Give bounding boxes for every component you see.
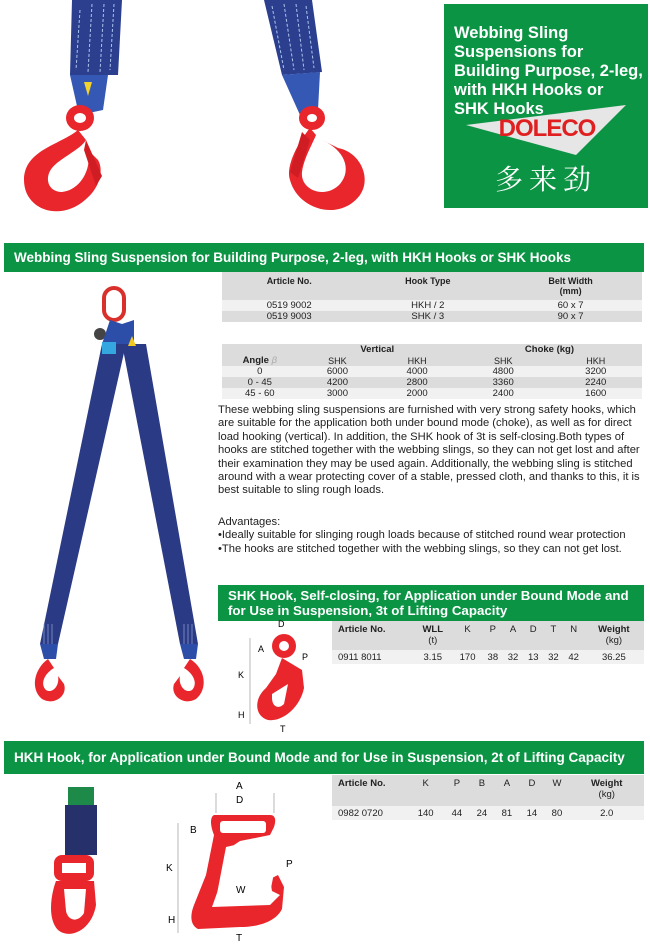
svg-text:K: K	[166, 863, 173, 874]
svg-text:H: H	[238, 710, 245, 720]
hero-photo	[0, 0, 440, 232]
advantages-label: Advantages:	[218, 516, 281, 528]
shk-hook-table: Article No. WLL (t) K P A D T N Weight (kg) 0911 8011 3.15 170 38 32 13 32 42 36.25	[332, 621, 644, 664]
svg-text:P: P	[302, 652, 309, 662]
svg-text:T: T	[236, 933, 243, 944]
table-row: 0519 9003 SHK / 3 90 x 7	[222, 311, 642, 322]
table-row: 0519 9002 HKH / 2 60 x 7	[222, 300, 642, 311]
table-row: 0 6000 4000 4800 3200	[222, 366, 642, 377]
article-table	[222, 272, 642, 322]
advantage-item: •The hooks are stitched together with the webbing slings, so they can not get lost.	[218, 542, 622, 555]
shk-hook-drawing	[232, 618, 328, 734]
two-leg-sling-photo	[30, 284, 210, 724]
hkh-hook-photo	[40, 785, 115, 945]
brand-title-line: with HKH Hooks or	[454, 81, 604, 99]
brand-title-line: Webbing Sling	[454, 24, 569, 42]
shk-hook-diagram	[232, 618, 328, 734]
col-belt-width: Belt Width (mm)	[499, 272, 642, 300]
hkh-hook-image	[40, 785, 115, 945]
advantages-list	[218, 516, 646, 556]
svg-text:H: H	[168, 915, 176, 926]
table-row: 0911 8011 3.15 170 38 32 13 32 42 36.25	[332, 650, 644, 664]
dim-label: D	[278, 619, 285, 629]
sling-illustration	[30, 284, 210, 724]
logo-text: DOLECO	[498, 115, 596, 142]
table-row: 0982 0720 140 44 24 81 14 80 2.0	[332, 806, 644, 820]
brand-panel	[444, 4, 648, 208]
section-header-shk-hook: SHK Hook, Self-closing, for Application under Bound Mode and for Use in Suspension, 3t of Lifting Capacity	[218, 585, 644, 621]
doleco-logo	[466, 105, 626, 155]
section-header-sling: Webbing Sling Suspension for Building Purpose, 2-leg, with HKH Hooks or SHK Hooks	[4, 243, 644, 272]
svg-text:A: A	[236, 781, 243, 792]
load-capacity-table: Vertical Choke (kg) Angle β SHK HKH SHK HKH 0 6000 4000 4800 3200 0 - 45 4200 2800 3360 2240 45 - 60 3000 2000 2400 1600	[222, 344, 642, 399]
product-description: These webbing sling suspensions are furnished with very strong safety hooks, which are suitable for the application both under bound mode (choke), as well as for direct load hooking (vertical). In addition, the SHK hook of 3t is self-closing.Both types of hooks are stitched together with the webbing slings, so they can not get lost and after their examination they may be used again. Additionally, the webbing sling is stitched around with a wear protecting cover of a stable, pressed cloth, and thanks to this, it is best suitable to sling rough loads.	[218, 404, 640, 497]
vertical-header: Vertical	[298, 344, 457, 355]
angle-header: Angle β	[222, 355, 298, 366]
choke-header: Choke (kg)	[457, 344, 642, 355]
svg-text:P: P	[286, 859, 293, 870]
svg-text:W: W	[236, 885, 246, 896]
brand-title-line: Suspensions for	[454, 43, 584, 61]
hkh-hook-diagram	[160, 775, 320, 945]
hkh-hook-table: Article No. K P B A D W Weight (kg) 0982 0720 140 44 24 81 14 80 2.0	[332, 775, 644, 820]
brand-title-line: SHK Hooks	[454, 100, 544, 118]
col-article-no: Article No.	[222, 272, 356, 300]
hkh-hook-drawing	[160, 775, 320, 945]
section-header-hkh-hook: HKH Hook, for Application under Bound Mode and for Use in Suspension, 2t of Lifting Capacity	[4, 741, 644, 774]
table-row: 45 - 60 3000 2000 2400 1600	[222, 388, 642, 399]
svg-text:K: K	[238, 670, 245, 680]
advantage-item: •Ideally suitable for slinging rough loads because of stitched round wear protection	[218, 529, 626, 542]
col-hook-type: Hook Type	[356, 272, 499, 300]
sling-hooks-photo	[0, 0, 440, 232]
svg-text:D: D	[236, 795, 244, 806]
brand-chinese-name: 多来劲	[494, 163, 597, 196]
svg-text:B: B	[190, 825, 197, 836]
svg-text:T: T	[280, 724, 286, 734]
brand-title-line: Building Purpose, 2-leg,	[454, 62, 643, 80]
table-row: 0 - 45 4200 2800 3360 2240	[222, 377, 642, 388]
svg-text:A: A	[258, 644, 265, 654]
